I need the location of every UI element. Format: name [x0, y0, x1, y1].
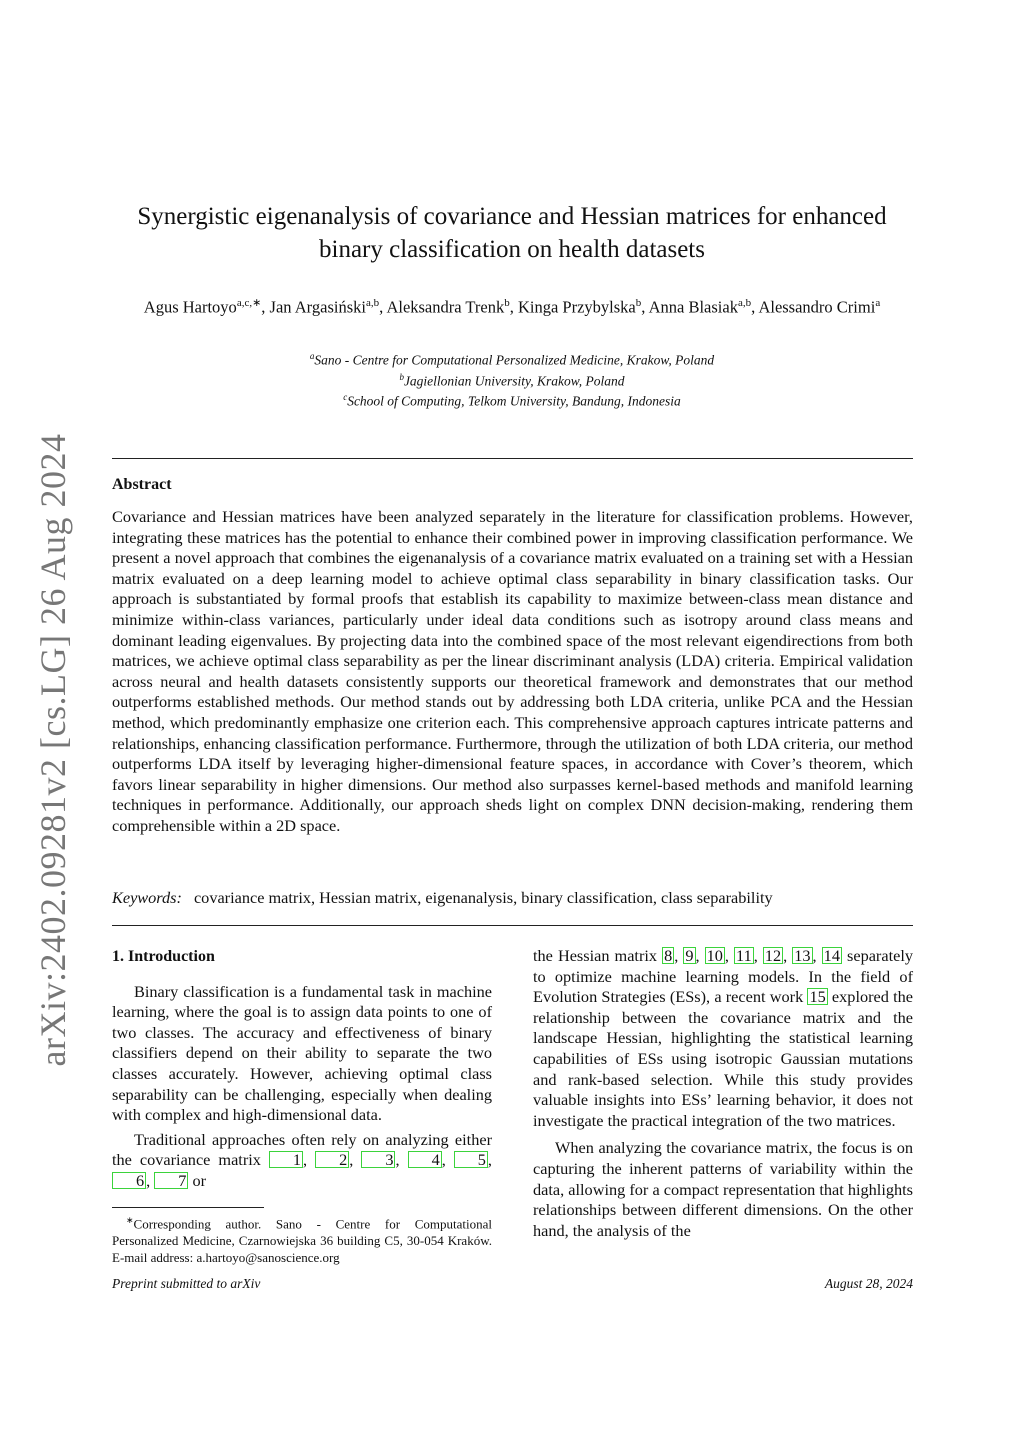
footnote-rule [112, 1207, 264, 1208]
intro-paragraph-3: the Hessian matrix 8 , 9 , 10 , 11 , 12 , 13 , 14 separately to optimize machine learning models. In the field of Evolution Strategies (ESs), a recent work 15 explored the relationship between the covariance matrix and the landscape Hessian, highlighting the statistical learning capabilities of ESs using isotropic Gaussian mutations and rank-based selection. While this study provides valuable insights into ESs’ learning behavior, it does not investigate the practical integration of the two matrices. [533, 946, 914, 1130]
keywords-line [112, 888, 913, 908]
affiliation-item: $^a$Sano - Centre for Computational Personalized Medicine, Krakow, Poland [309, 351, 715, 368]
paper-title [112, 200, 912, 266]
citation-link[interactable]: 9 [685, 946, 694, 965]
author-list: Agus Hartoyo$^{a,c,∗}$, Jan Argasiński$^{a,b}$, Aleksandra Trenk$^b$, Kinga Przybylska$^b$, Anna Blasiak$^{a,b}$, Alessandro Crimi$^a$ [143, 297, 881, 317]
author-name: Kinga Przybylska [517, 297, 636, 317]
left-column [112, 947, 492, 1192]
citation-link[interactable]: 11 [736, 946, 752, 965]
author-affil-mark: a [875, 297, 881, 309]
intro-paragraph-1: Binary classification is a fundamental task in machine learning, where the goal is to assign data points to one of two classes. The accuracy and effectiveness of binary classifiers depend on their ability to separate the two classes accurately. However, achieving optimal class separability can be challenging, especially when dealing with complex and high-dimensional data. [112, 981, 492, 1125]
abstract-top-rule [112, 458, 913, 459]
author-affil-mark: a,b [737, 297, 752, 309]
arxiv-identifier: arXiv:2402.09281v2 [cs.LG] 26 Aug 2024 [33, 433, 73, 1067]
title-line-1: Synergistic eigenanalysis of covariance and Hessian matrices for enhanced [137, 203, 887, 230]
corresponding-author-footnote [112, 1212, 492, 1266]
citation-link[interactable]: 14 [823, 946, 840, 965]
citation-link[interactable]: 7 [154, 1172, 188, 1189]
affiliation-item: $^c$School of Computing, Telkom University, Bandung, Indonesia [343, 392, 681, 409]
preprint-note: Preprint submitted to arXiv [112, 1276, 261, 1291]
author-name: Anna Blasiak [648, 297, 738, 317]
intro-paragraph-4: When analyzing the covariance matrix, the focus is on capturing the inherent patterns of variability within the data, allowing for a compact representation that highlights relationships between different dimensions. On the other hand, the analysis of the [533, 1138, 913, 1240]
citation-link[interactable]: 2 [315, 1151, 349, 1168]
author-affil-mark: b [635, 297, 642, 309]
citation-link[interactable]: 3 [361, 1151, 395, 1168]
footnote-mark: ∗ [126, 1215, 134, 1225]
affiliation-list [112, 348, 912, 410]
citation-link[interactable]: 12 [764, 946, 782, 965]
arxiv-sidebar-stamp [33, 433, 73, 1067]
abstract-heading: Abstract [112, 476, 172, 493]
footer-date: August 28, 2024 [824, 1276, 913, 1291]
citation-link[interactable]: 10 [706, 946, 723, 965]
right-column [533, 946, 913, 1241]
intro-paragraph-2: Traditional approaches often rely on analyzing either the covariance matrix 1 , 2 , 3 , 4 , 5 , 6 , 7 or [112, 1129, 492, 1190]
section-heading: 1. Introduction [112, 948, 215, 965]
keywords-label: Keywords: [112, 888, 182, 907]
author-affil-mark: a,b [365, 297, 380, 309]
footnote-text: Corresponding author. Sano - Centre for Computational Personalized Medicine, Czarnowiejska 36 building C5, 30-054 Kraków. E-mail address: a.hartoyo@sanoscience.org [112, 1216, 492, 1266]
author-name: Alessandro Crimi [758, 297, 876, 317]
citation-link[interactable]: 6 [112, 1172, 146, 1189]
author-affil-mark: b [504, 297, 510, 309]
author-name: Aleksandra Trenk [386, 297, 505, 317]
citation-link[interactable]: 13 [794, 946, 811, 965]
author-name: Agus Hartoyo [143, 297, 237, 317]
citation-link[interactable]: 8 [664, 946, 673, 965]
abstract-bottom-rule [112, 925, 913, 926]
citation-link[interactable]: 5 [454, 1151, 488, 1168]
affiliation-item: $^b$Jagiellonian University, Krakow, Poland [399, 371, 625, 388]
author-name: Jan Argasiński [269, 297, 366, 317]
author-affil-mark: a,c,∗ [236, 297, 262, 309]
citation-link[interactable]: 15 [809, 987, 826, 1007]
abstract-text: Covariance and Hessian matrices have been analyzed separately in the literature for classification problems. However, integrating these matrices has the potential to enhance their combined power in improving classification performance. We present a novel approach that combines the eigenanalysis of a covariance matrix evaluated on a training set with a Hessian matrix evaluated on a deep learning model to achieve optimal class separability in binary classification tasks. Our approach is substantiated by formal proofs that establish its capability to maximize between-class mean distance and minimize within-class variances, particularly under ideal data conditions such as isotropy around class means and dominant leading eigenvalues. By projecting data into the combined space of the most relevant eigendirections from both matrices, we achieve optimal class separability as per the linear discriminant analysis (LDA) criteria. Empirical validation across neural and health datasets consistently supports our theoretical framework and demonstrates that our method outperforms established methods. Our method stands out by addressing both LDA criteria, unlike PCA and the Hessian method, which predominantly emphasize one criterion each. This comprehensive approach captures intricate patterns and relationships, enhancing classification performance. Furthermore, through the utilization of both LDA criteria, our method outperforms LDA itself by leveraging higher-dimensional feature spaces, in accordance with Cover’s theorem, which favors linear separability in higher dimensions. Our method also surpasses kernel-based methods and manifold learning techniques in performance. Additionally, our approach sheds light on complex DNN decision-making, rendering them comprehensible within a 2D space. [112, 507, 913, 835]
citation-link[interactable]: 4 [408, 1151, 442, 1168]
title-line-2: binary classification on health datasets [319, 236, 705, 263]
keywords-text: covariance matrix, Hessian matrix, eigenanalysis, binary classification, class separability [193, 888, 773, 907]
citation-link[interactable]: 1 [269, 1151, 303, 1168]
